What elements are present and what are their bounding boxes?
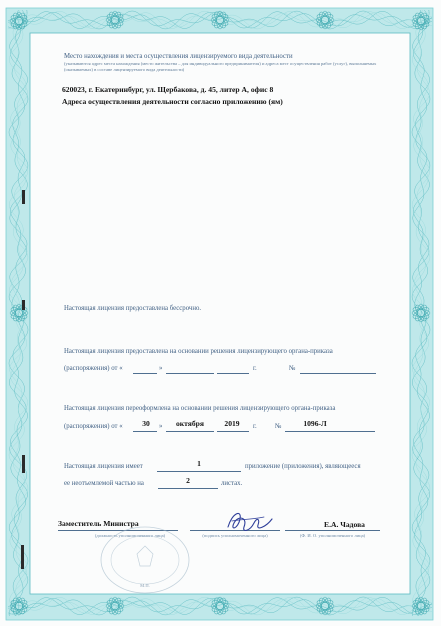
grant-basis-mid: »: [159, 365, 163, 372]
grant-day-blank: [133, 373, 157, 374]
reissue-year-line: [217, 431, 249, 432]
addresses-line: Адреса осуществления деятельности согласно приложению (ям): [62, 97, 283, 106]
grant-year-suffix: г.: [253, 365, 257, 372]
seal-label: М.П.: [140, 583, 150, 588]
appendix-line2-suffix: листах.: [221, 480, 243, 487]
scan-edge-mark: [21, 545, 24, 569]
appendix-count-line: [157, 471, 241, 472]
scan-edge-mark: [22, 455, 25, 473]
handwritten-signature: [220, 505, 280, 537]
appendix-count: 1: [197, 459, 201, 468]
grant-basis-prefix: (распоряжения) от «: [64, 365, 123, 372]
name-line: [285, 530, 380, 531]
address-value: 620023, г. Екатеринбург, ул. Щербакова, д. 45, литер А, офис 8: [62, 85, 274, 94]
validity-text: Настоящая лицензия предоставлена бессрочно.: [64, 305, 202, 312]
grant-number-blank: [300, 373, 376, 374]
reissue-no-label: №: [275, 423, 282, 430]
reissue-basis-mid: »: [159, 423, 163, 430]
position-caption: (должность уполномоченного лица): [94, 533, 166, 538]
appendix-line1-prefix: Настоящая лицензия имеет: [64, 463, 143, 470]
reissue-day: 30: [142, 419, 150, 428]
reissue-number-line: [285, 431, 375, 432]
grant-year-blank: [217, 373, 249, 374]
signatory-position: Заместитель Министра: [58, 519, 139, 528]
appendix-line1-suffix: приложение (приложения), являющееся: [245, 463, 361, 470]
address-caption: Место нахождения и места осуществления лицензируемого вида деятельности: [64, 53, 293, 60]
appendix-sheets: 2: [186, 476, 190, 485]
appendix-sheets-line: [158, 488, 218, 489]
grant-month-blank: [166, 373, 214, 374]
grant-basis-line1: Настоящая лицензия предоставлена на основании решения лицензирующего органа-приказа: [64, 348, 333, 355]
scan-edge-mark: [22, 300, 25, 310]
reissue-number: 1096-Л: [303, 419, 327, 428]
reissue-month-line: [166, 431, 214, 432]
reissue-year: 2019: [224, 419, 240, 428]
reissue-day-line: [133, 431, 157, 432]
grant-no-label: №: [289, 365, 296, 372]
reissue-month: октября: [175, 419, 205, 428]
appendix-line2-prefix: ее неотъемлемой частью на: [64, 480, 144, 487]
reissue-basis-prefix: (распоряжения) от «: [64, 423, 123, 430]
signatory-name: Е.А. Чадова: [324, 520, 365, 529]
reissue-year-suffix: г.: [253, 423, 257, 430]
scan-edge-mark: [22, 190, 25, 204]
signature-caption: (подпись уполномоченного лица): [202, 533, 268, 538]
address-caption-note: (указываются адрес места нахождения (место жительства – для индивидуального предпринимателя) и адреса мест осуществления работ (услуг), выполняемых (оказываемых) в составе лицензируемого вида деятельности): [64, 61, 377, 73]
reissue-basis-line1: Настоящая лицензия переоформлена на основании решения лицензирующего органа-приказа: [64, 405, 336, 412]
name-caption: (Ф. И. О. уполномоченного лица): [299, 533, 366, 538]
